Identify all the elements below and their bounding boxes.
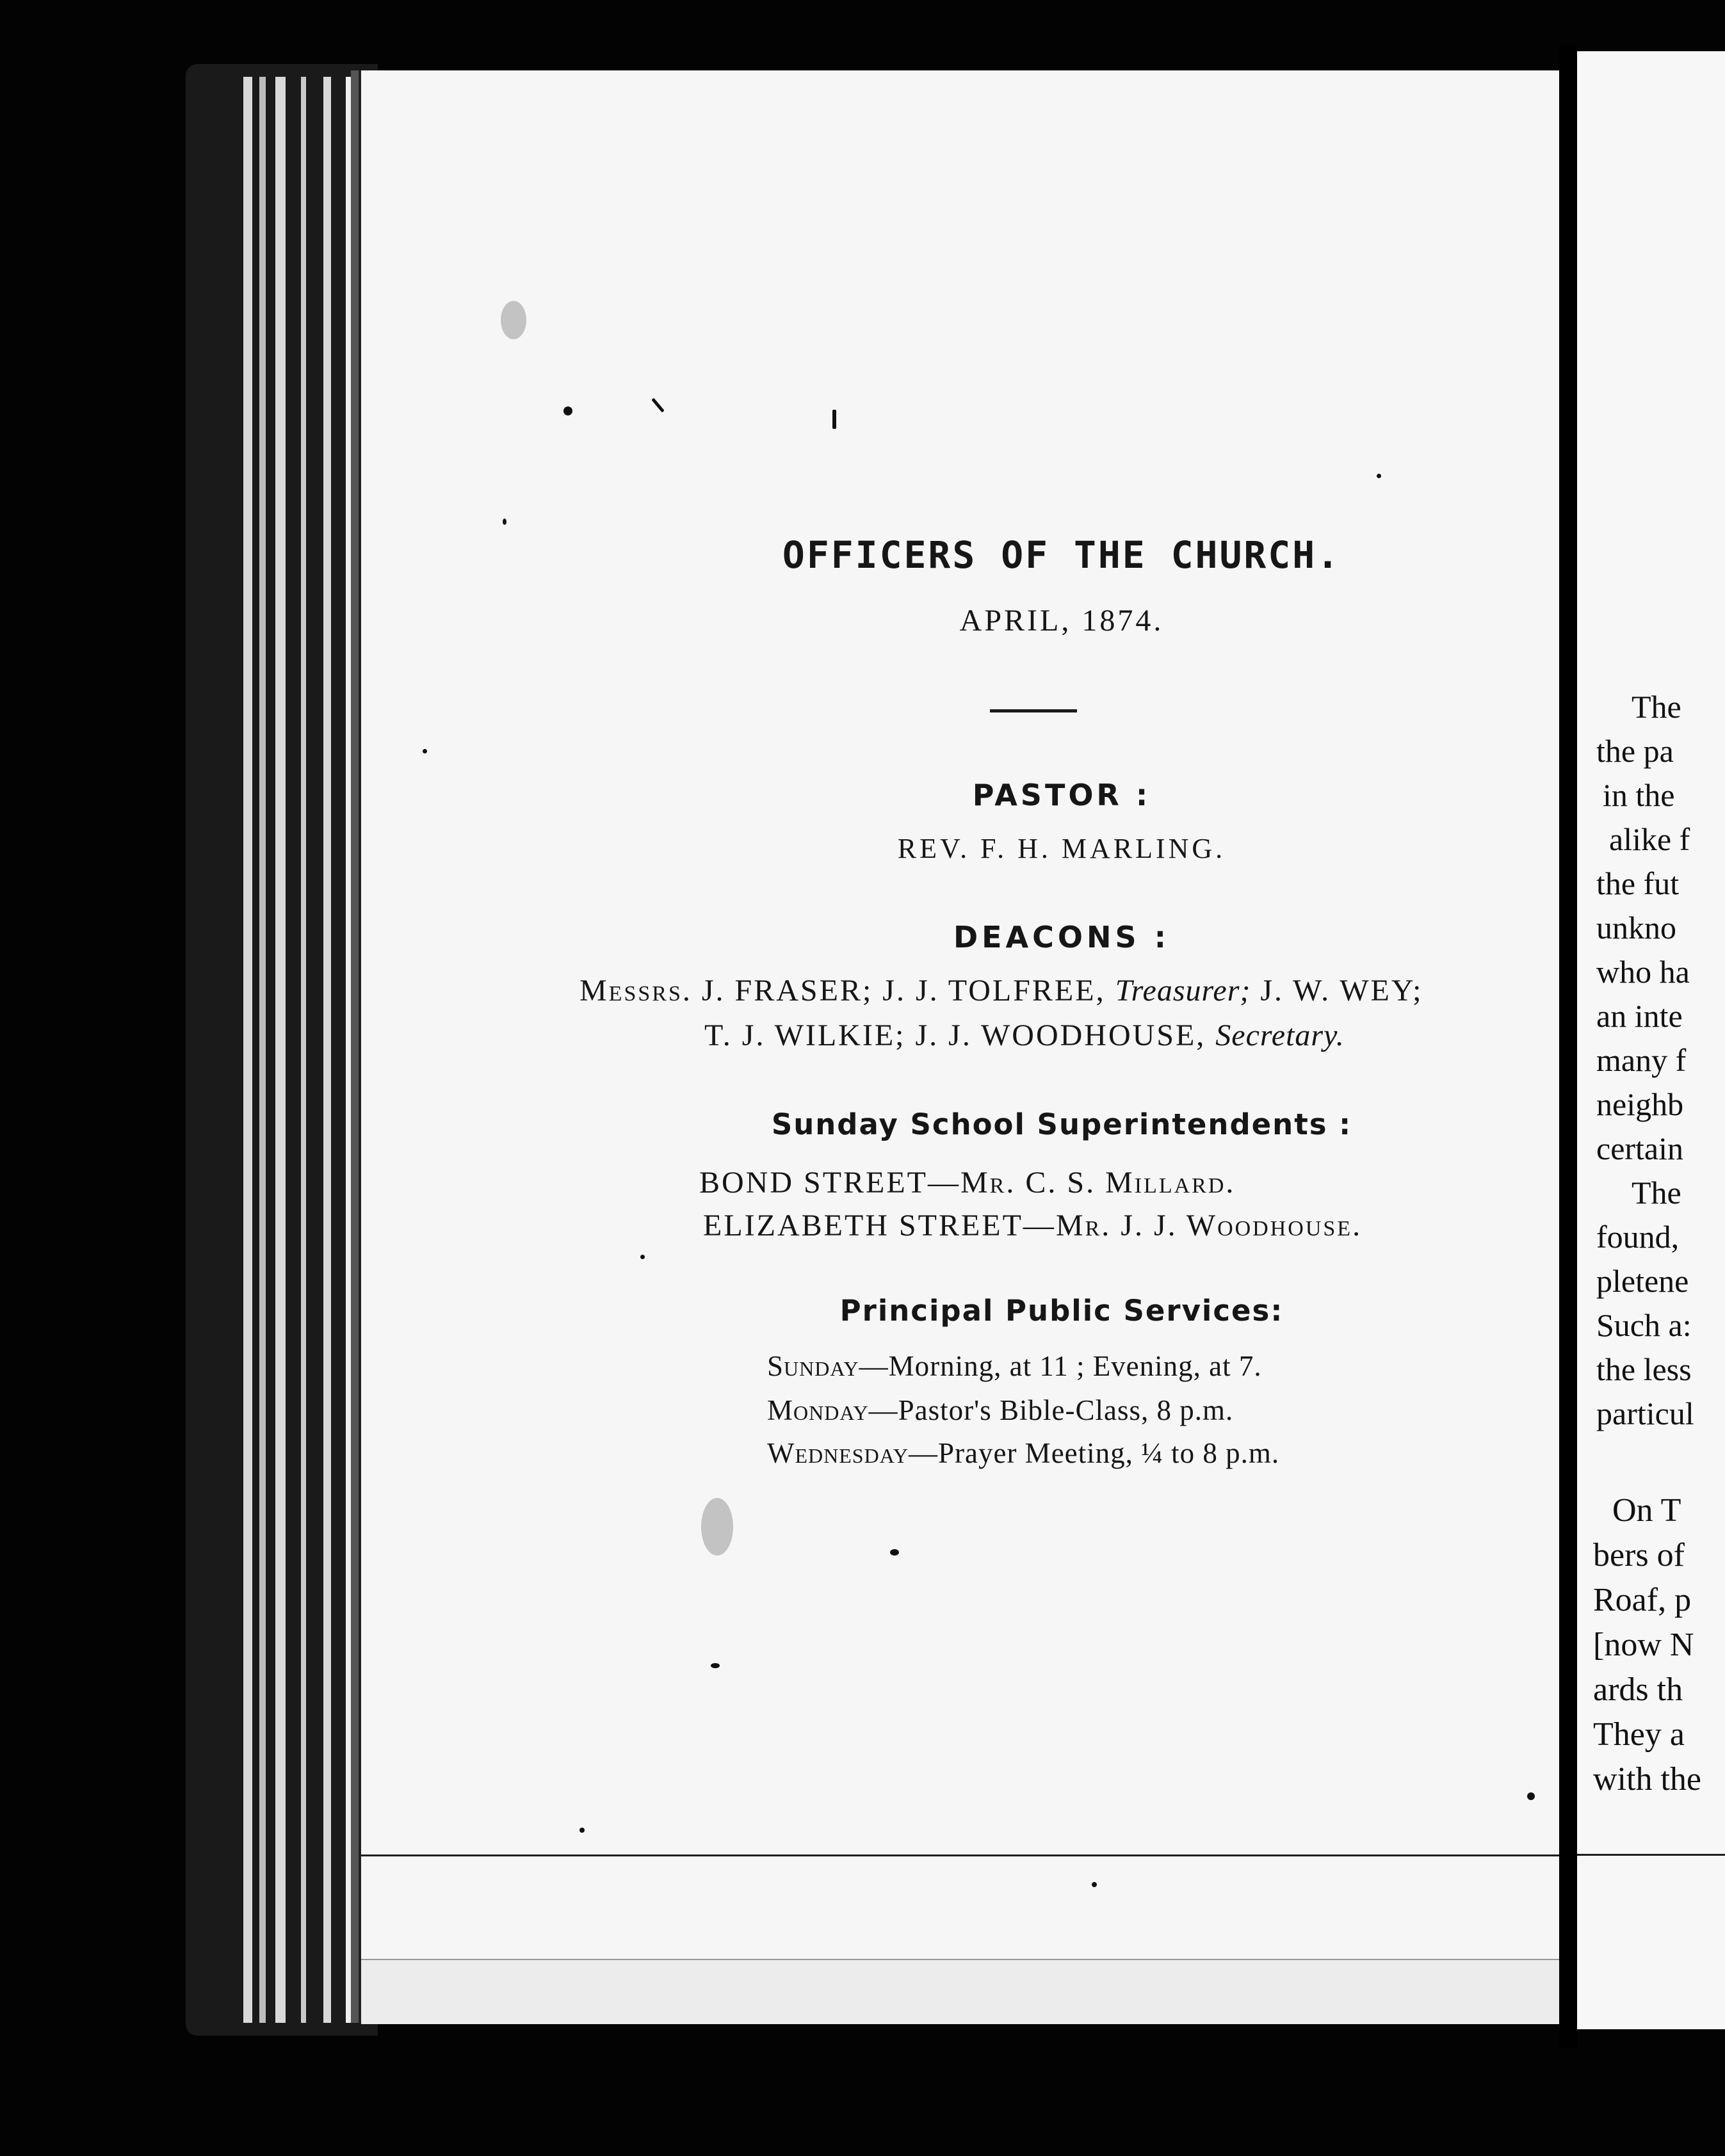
right-line: Roaf, p [1593,1582,1692,1618]
school-street: ELIZABETH STREET— [703,1209,1056,1243]
right-line: with the [1593,1761,1701,1798]
deacon-role: Secretary. [1215,1018,1345,1052]
scan-line [1577,1854,1725,1856]
divider-rule [990,709,1077,712]
page-edge-strip [259,77,266,2023]
right-line: They a [1593,1716,1685,1753]
right-line: who ha [1596,954,1690,990]
scan-smudge [501,301,526,339]
pastor-heading: PASTOR : [972,778,1151,812]
right-line: the pa [1596,733,1674,769]
right-line: found, [1596,1219,1680,1255]
scan-smudge [701,1498,733,1556]
right-line: Such a: [1596,1307,1692,1343]
right-line: certain [1596,1130,1684,1166]
scan-speck [711,1663,720,1668]
service-detail: —Pastor's Bible-Class, 8 p.m. [868,1394,1234,1426]
scan-speck [832,410,836,429]
superintendents-heading: Sunday School Superintendents : [771,1107,1352,1141]
scan-speck [640,1255,645,1259]
page-edge-strip [275,77,286,2023]
superintendent-name: Mr. C. S. Millard. [960,1166,1236,1200]
right-line: an inte [1596,998,1683,1034]
services-heading: Principal Public Services: [839,1294,1284,1328]
school-street: BOND STREET— [699,1166,960,1200]
page-edge-strip [323,77,331,2023]
deacons-names: J. FRASER; J. J. TOLFREE, [701,974,1106,1008]
scan-speck [423,749,427,753]
right-line: particul [1596,1396,1694,1431]
service-detail: —Morning, at 11 ; Evening, at 7. [859,1350,1262,1382]
service-day: Sunday [767,1350,859,1382]
service-line [767,1436,1279,1470]
right-line: bers of [1593,1537,1685,1573]
right-line: alike f [1609,821,1690,857]
right-line: ards th [1593,1671,1683,1708]
deacons-prefix: Messrs. [579,974,692,1008]
right-line: unkno [1596,910,1676,945]
book-gutter [1559,45,1577,2048]
scan-speck [563,406,572,415]
page-date: APRIL, 1874. [959,604,1164,638]
right-line: The [1632,689,1681,725]
service-line [767,1394,1233,1427]
right-line: many f [1596,1042,1687,1078]
deacon-role: Treasurer; [1115,974,1251,1008]
right-page [1577,51,1725,2029]
page-edge-strip [243,77,252,2023]
scan-line [361,1854,1565,1856]
deacons-line-2 [704,1018,1345,1053]
right-page-text-top [1596,685,1725,1436]
scan-speck [1377,474,1381,478]
scan-speck [503,519,506,525]
right-line: pletene [1596,1263,1689,1299]
service-line [767,1349,1262,1383]
superintendent-line [703,1208,1362,1243]
deacons-line-1 [579,973,1423,1008]
right-line: [now N [1593,1627,1694,1663]
superintendent-name: Mr. J. J. Woodhouse. [1055,1209,1363,1243]
right-line: On T [1612,1492,1681,1529]
scan-speck [579,1828,585,1833]
deacons-heading: DEACONS : [953,920,1170,954]
right-line: the less [1596,1351,1692,1387]
service-detail: —Prayer Meeting, ¼ to 8 p.m. [908,1437,1280,1469]
right-line: neighb [1596,1086,1684,1122]
page-title: OFFICERS OF THE CHURCH. [782,533,1341,577]
service-day: Wednesday [767,1437,909,1469]
pastor-name: REV. F. H. MARLING. [897,833,1226,864]
deacons-names: T. J. WILKIE; J. J. WOODHOUSE, [704,1018,1206,1052]
superintendent-line [699,1165,1235,1200]
scan-speck [1527,1792,1535,1800]
right-page-text-bottom [1593,1488,1725,1802]
page-edge-strip [301,77,306,2023]
right-line: in the [1603,777,1675,813]
right-line: The [1632,1175,1681,1211]
right-line: the fut [1596,865,1680,901]
service-day: Monday [767,1394,869,1426]
deacons-names: J. W. WEY; [1260,974,1423,1008]
scan-speck [890,1549,899,1556]
page-bottom-margin [361,1959,1565,2024]
scan-speck [1092,1882,1097,1887]
